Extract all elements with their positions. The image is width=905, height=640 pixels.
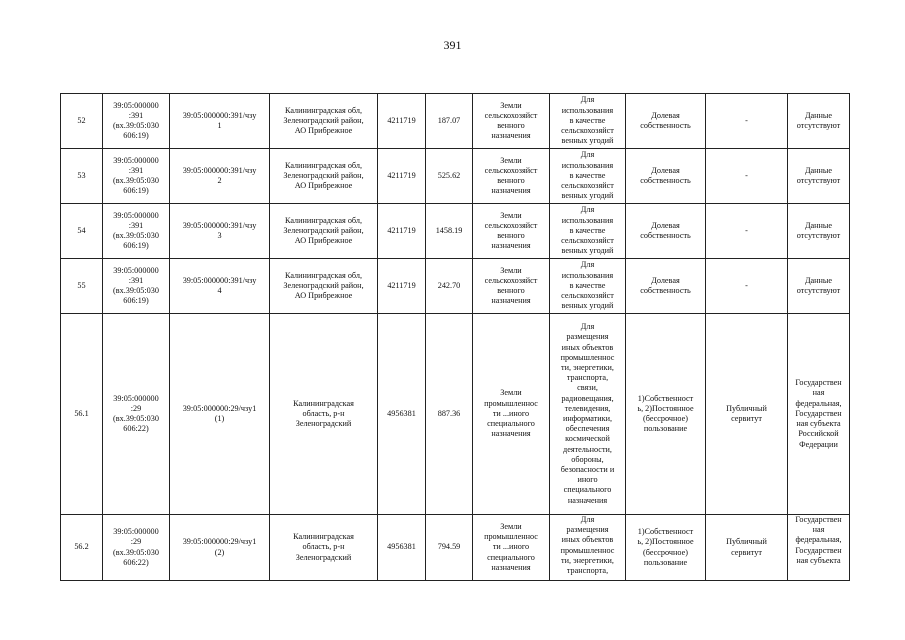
right-type: Долевая собственность — [626, 149, 706, 204]
land-category: Земли сельскохозяйст венного назначения — [473, 204, 550, 259]
row-number: 56.1 — [61, 314, 103, 515]
row-number: 54 — [61, 204, 103, 259]
cadastral-number: 39:05:000000 :391 (вх.39:05:030 606:19) — [103, 94, 170, 149]
land-register-table — [60, 93, 850, 581]
right-holder: Государствен ная федеральная, Государствен ная субъекта Российской Федерации — [788, 314, 850, 515]
permitted-use: Для размещения иных объектов промышленнос ти, энергетики, транспорта, связи, радиовещания, телевидения, информатики, обеспечения космической деятельности, обороны, безопасности и иного специального назначения — [550, 314, 626, 515]
land-category: Земли сельскохозяйст венного назначения — [473, 259, 550, 314]
right-type: 1)Собственност ь, 2)Постоянное (бессрочное) пользование — [626, 515, 706, 581]
right-holder: Данные отсутствуют — [788, 94, 850, 149]
parcel-part-id: 39:05:000000:391/чзу 1 — [170, 94, 270, 149]
row-number: 53 — [61, 149, 103, 204]
area: 242.70 — [426, 259, 473, 314]
area: 187.07 — [426, 94, 473, 149]
parcel-part-id: 39:05:000000:29/чзу1 (1) — [170, 314, 270, 515]
right-type: Долевая собственность — [626, 94, 706, 149]
code: 4956381 — [378, 314, 426, 515]
encumbrance: Публичный сервитут — [706, 515, 788, 581]
row-number: 52 — [61, 94, 103, 149]
address: Калининградская обл, Зеленоградский район, АО Прибрежное — [270, 94, 378, 149]
cadastral-number: 39:05:000000 :29 (вх.39:05:030 606:22) — [103, 314, 170, 515]
permitted-use: Для использования в качестве сельскохозяйст венных угодий — [550, 149, 626, 204]
permitted-use: Для использования в качестве сельскохозяйст венных угодий — [550, 259, 626, 314]
cadastral-number: 39:05:000000 :391 (вх.39:05:030 606:19) — [103, 259, 170, 314]
right-type: Долевая собственность — [626, 204, 706, 259]
right-holder: Данные отсутствуют — [788, 259, 850, 314]
permitted-use: Для использования в качестве сельскохозяйст венных угодий — [550, 94, 626, 149]
land-category: Земли промышленнос ти ...иного специального назначения — [473, 314, 550, 515]
right-holder: Данные отсутствуют — [788, 204, 850, 259]
page-number: 391 — [443, 38, 462, 52]
address: Калининградская обл, Зеленоградский район, АО Прибрежное — [270, 149, 378, 204]
right-holder: Данные отсутствуют — [788, 149, 850, 204]
parcel-part-id: 39:05:000000:29/чзу1 (2) — [170, 515, 270, 581]
parcel-part-id: 39:05:000000:391/чзу 4 — [170, 259, 270, 314]
code: 4211719 — [378, 204, 426, 259]
row-number: 55 — [61, 259, 103, 314]
table-row — [61, 204, 850, 259]
right-type: Долевая собственность — [626, 259, 706, 314]
cadastral-number: 39:05:000000 :391 (вх.39:05:030 606:19) — [103, 149, 170, 204]
encumbrance: - — [706, 94, 788, 149]
land-category: Земли сельскохозяйст венного назначения — [473, 94, 550, 149]
encumbrance: - — [706, 149, 788, 204]
address: Калининградская обл, Зеленоградский район, АО Прибрежное — [270, 259, 378, 314]
land-category: Земли сельскохозяйст венного назначения — [473, 149, 550, 204]
address: Калининградская обл, Зеленоградский район, АО Прибрежное — [270, 204, 378, 259]
cadastral-number: 39:05:000000 :29 (вх.39:05:030 606:22) — [103, 515, 170, 581]
table-row — [61, 515, 850, 581]
parcel-part-id: 39:05:000000:391/чзу 3 — [170, 204, 270, 259]
code: 4211719 — [378, 94, 426, 149]
permitted-use: Для размещения иных объектов промышленнос ти, энергетики, транспорта, — [550, 515, 626, 581]
code: 4211719 — [378, 259, 426, 314]
row-number: 56.2 — [61, 515, 103, 581]
area: 794.59 — [426, 515, 473, 581]
table-row — [61, 259, 850, 314]
parcel-part-id: 39:05:000000:391/чзу 2 — [170, 149, 270, 204]
area: 525.62 — [426, 149, 473, 204]
area: 887.36 — [426, 314, 473, 515]
cadastral-number: 39:05:000000 :391 (вх.39:05:030 606:19) — [103, 204, 170, 259]
encumbrance: - — [706, 259, 788, 314]
table-row — [61, 94, 850, 149]
area: 1458.19 — [426, 204, 473, 259]
encumbrance: Публичный сервитут — [706, 314, 788, 515]
code: 4211719 — [378, 149, 426, 204]
address: Калининградская область, р-н Зеленоградский — [270, 314, 378, 515]
table-row — [61, 149, 850, 204]
encumbrance: - — [706, 204, 788, 259]
code: 4956381 — [378, 515, 426, 581]
land-category: Земли промышленнос ти ...иного специального назначения — [473, 515, 550, 581]
right-type: 1)Собственност ь, 2)Постоянное (бессрочное) пользование — [626, 314, 706, 515]
address: Калининградская область, р-н Зеленоградский — [270, 515, 378, 581]
right-holder: Государствен ная федеральная, Государствен ная субъекта — [788, 515, 850, 581]
table-row — [61, 314, 850, 515]
permitted-use: Для использования в качестве сельскохозяйст венных угодий — [550, 204, 626, 259]
